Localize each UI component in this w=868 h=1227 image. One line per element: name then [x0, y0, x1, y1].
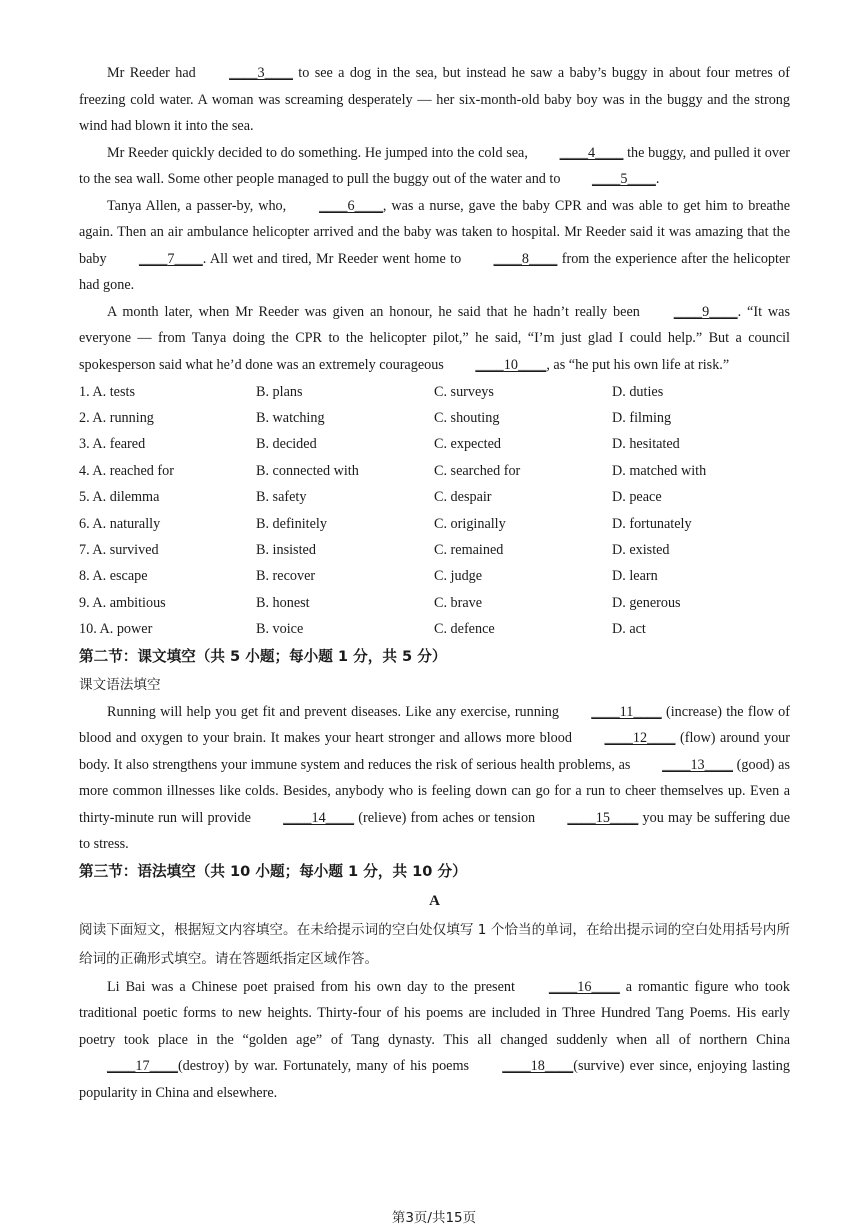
option-c[interactable]: C. defence	[434, 621, 495, 638]
passage-paragraph: Tanya Allen, a passer-by, who, ____6____, was a nurse, gave the baby CPR and was able to get him to breathe again. Then an air ambulance helicopter arrived and the baby was taken to hospital. Mr Reeder said it was amazing that the baby ____7____. All wet and tired, Mr Reeder went home to ____8____ from the experience after the helicopter had gone.	[79, 193, 790, 299]
option-row	[79, 564, 790, 590]
option-b[interactable]: B. safety	[256, 489, 307, 506]
option-d[interactable]: D. duties	[612, 383, 664, 400]
option-a[interactable]: 7. A. survived	[79, 542, 159, 559]
option-b[interactable]: B. definitely	[256, 515, 327, 532]
option-b[interactable]: B. decided	[256, 436, 317, 453]
answer-blank[interactable]: ____4____	[559, 144, 624, 161]
option-row	[79, 511, 790, 537]
answer-blank[interactable]: ____11____	[591, 703, 662, 720]
passage-paragraph: Mr Reeder had ____3____ to see a dog in the sea, but instead he saw a baby’s buggy in about four metres of freezing cold water. A woman was screaming desperately — her six-month-old baby boy was in the buggy and the strong wind had blown it into the sea.	[79, 60, 790, 140]
passage-text: (increase) the flow of blood and oxygen to your brain. It makes your heart stronger and allows more blood	[79, 703, 791, 747]
instructions: 阅读下面短文，根据短文内容填空。在未给提示词的空白处仅填写 1 个恰当的单词，在给出提示词的空白处用括号内所给词的正确形式填空。请在答题纸指定区域作答。	[79, 921, 790, 967]
option-c[interactable]: C. despair	[434, 489, 492, 506]
passage-paragraph: A month later, when Mr Reeder was given an honour, he said that he hadn’t really been ____9____. “It was everyone — from Tanya doing the CPR to the helicopter pilot,” he said, “I’m just glad I could help.” But a council spokesperson said what he’d done was an extremely courageous ____10____, as “he put his own life at risk.”	[79, 299, 790, 379]
option-d[interactable]: D. hesitated	[612, 436, 680, 453]
option-a[interactable]: 3. A. feared	[79, 436, 146, 453]
option-c[interactable]: C. shouting	[434, 410, 500, 427]
answer-blank[interactable]: ____3____	[229, 65, 293, 81]
answer-blank[interactable]: ____17____	[107, 1058, 178, 1075]
option-d[interactable]: D. act	[612, 621, 646, 638]
option-a[interactable]: 8. A. escape	[79, 568, 148, 585]
option-c[interactable]: C. originally	[434, 515, 506, 532]
answer-blank[interactable]: ____13____	[662, 756, 733, 773]
option-row	[79, 379, 790, 405]
option-b[interactable]: B. insisted	[256, 542, 316, 559]
option-b[interactable]: B. voice	[256, 621, 304, 638]
option-a[interactable]: 4. A. reached for	[79, 462, 174, 479]
passage-text: (survive) ever since, enjoying lasting popularity in China and elsewhere.	[79, 1058, 790, 1101]
option-row	[79, 590, 790, 616]
answer-blank[interactable]: ____12____	[604, 730, 676, 747]
answer-blank[interactable]: ____14____	[283, 809, 355, 826]
answer-blank[interactable]: ____16____	[548, 978, 620, 995]
passage-text: a romantic figure who took traditional poetic forms to new heights. Thirty-four of his poems are included in Three Hundred Tang Poems. His early poetry took place in the “golden age” of Tang dynasty. This all changed suddenly when all of northern China	[79, 978, 790, 1048]
section-heading: 第二节：课文填空（共 5 小题；每小题 1 分，共 5 分）	[79, 647, 447, 665]
passage-text: Running will help you get fit and prevent diseases. Like any exercise, running	[107, 703, 564, 720]
answer-blank[interactable]: ____9____	[673, 303, 738, 320]
option-b[interactable]: B. connected with	[256, 462, 359, 479]
option-row	[79, 617, 790, 643]
option-d[interactable]: D. learn	[612, 568, 658, 585]
page-number: 第3页/共15页	[391, 1210, 477, 1226]
option-a[interactable]: 9. A. ambitious	[79, 594, 166, 611]
option-d[interactable]: D. fortunately	[612, 515, 692, 532]
option-c[interactable]: C. brave	[434, 594, 483, 611]
option-row	[79, 485, 790, 511]
passage-text: (flow) around your body. It also strengthens your immune system and reduces the risk of serious health problems, as	[79, 730, 791, 773]
option-d[interactable]: D. filming	[612, 410, 672, 427]
passage-paragraph: Mr Reeder quickly decided to do something. He jumped into the cold sea, ____4____ the buggy, and pulled it over to the sea wall. Some other people managed to pull the buggy out of the water and to ____5____.	[79, 140, 790, 193]
option-c[interactable]: C. surveys	[434, 383, 494, 400]
option-a[interactable]: 10. A. power	[79, 621, 153, 638]
grammar-fill-paragraph	[79, 974, 790, 1107]
answer-blank[interactable]: ____7____	[138, 250, 203, 267]
exam-page	[79, 60, 790, 1106]
option-row	[79, 458, 790, 484]
option-c[interactable]: C. expected	[434, 436, 501, 453]
option-d[interactable]: D. generous	[612, 594, 681, 611]
option-b[interactable]: B. watching	[256, 410, 325, 427]
option-b[interactable]: B. plans	[256, 383, 303, 400]
option-a[interactable]: 5. A. dilemma	[79, 489, 160, 506]
answer-blank[interactable]: ____15____	[567, 809, 639, 826]
option-row	[79, 432, 790, 458]
option-a[interactable]: 6. A. naturally	[79, 515, 161, 532]
section-subheading: 课文语法填空	[79, 676, 161, 693]
section-heading: 第三节：语法填空（共 10 小题；每小题 1 分，共 10 分）	[79, 862, 467, 880]
passage-text: (relieve) from aches or tension	[354, 809, 540, 826]
option-c[interactable]: C. remained	[434, 542, 504, 559]
option-a[interactable]: 1. A. tests	[79, 383, 135, 400]
grammar-fill-paragraph	[79, 699, 790, 858]
part-label: A	[429, 892, 440, 909]
options-table	[79, 379, 790, 643]
answer-blank[interactable]: ____5____	[592, 171, 656, 187]
option-b[interactable]: B. honest	[256, 594, 310, 611]
option-a[interactable]: 2. A. running	[79, 410, 154, 427]
option-row	[79, 537, 790, 563]
cloze-passage	[79, 60, 790, 378]
answer-blank[interactable]: ____10____	[475, 356, 547, 373]
option-d[interactable]: D. matched with	[612, 462, 707, 479]
passage-text: you may be suffering due to stress.	[79, 809, 790, 853]
option-b[interactable]: B. recover	[256, 568, 316, 585]
option-d[interactable]: D. existed	[612, 542, 670, 559]
answer-blank[interactable]: ____6____	[319, 197, 383, 214]
passage-text: Li Bai was a Chinese poet praised from his own day to the present	[107, 978, 521, 995]
passage-text: (destroy) by war. Fortunately, many of his poems	[177, 1058, 475, 1075]
option-c[interactable]: C. searched for	[434, 462, 521, 479]
option-d[interactable]: D. peace	[612, 489, 662, 506]
answer-blank[interactable]: ____8____	[493, 250, 558, 267]
answer-blank[interactable]: ____18____	[502, 1058, 574, 1075]
passage-text: (good) as more common illnesses like colds. Besides, anybody who is feeling down can go for a run to cheer themselves up. Even a thirty-minute run will provide	[79, 756, 790, 826]
option-c[interactable]: C. judge	[434, 568, 483, 585]
option-row	[79, 405, 790, 431]
